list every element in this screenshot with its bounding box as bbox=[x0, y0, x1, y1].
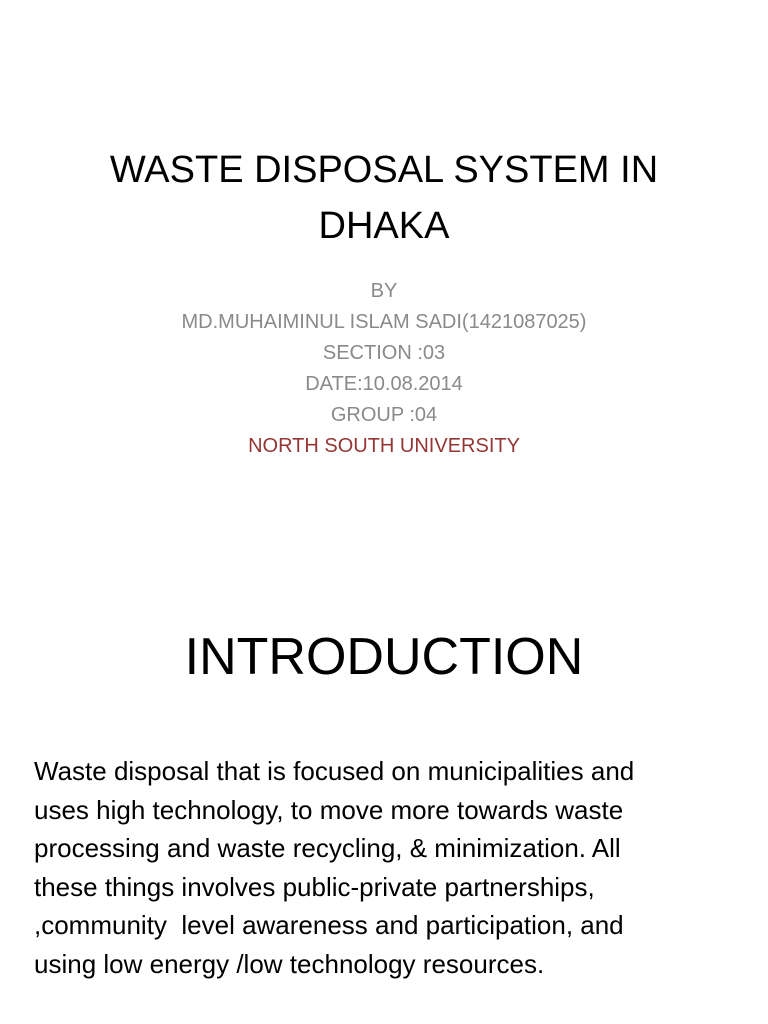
body-line-4: these things involves public-private partnerships, bbox=[34, 871, 595, 902]
introduction-title: INTRODUCTION bbox=[184, 628, 584, 686]
subtitle-group: GROUP :04 bbox=[330, 404, 438, 426]
subtitle-section: SECTION :03 bbox=[322, 342, 446, 364]
body-line-2: uses high technology, to move more towards waste bbox=[34, 794, 624, 825]
slide-title-line-1: WASTE DISPOSAL SYSTEM IN bbox=[109, 149, 659, 191]
introduction-body bbox=[34, 752, 740, 983]
subtitle-university: NORTH SOUTH UNIVERSITY bbox=[248, 435, 520, 457]
subtitle-date: DATE:10.08.2014 bbox=[305, 373, 463, 395]
subtitle-author: MD.MUHAIMINUL ISLAM SADI(1421087025) bbox=[181, 311, 587, 333]
body-line-3: processing and waste recycling, & minimization. All bbox=[34, 833, 621, 863]
introduction-slide bbox=[0, 578, 768, 1024]
body-line-6: using low energy /low technology resources. bbox=[34, 948, 545, 979]
body-line-1: Waste disposal that is focused on municipalities and bbox=[34, 756, 635, 786]
slide-title-line-2: DHAKA bbox=[318, 205, 450, 247]
body-line-5: ,community level awareness and participation, and bbox=[34, 910, 624, 940]
slide-title bbox=[60, 142, 708, 254]
subtitle-by: BY bbox=[370, 280, 398, 302]
slide-subtitle bbox=[60, 276, 708, 462]
